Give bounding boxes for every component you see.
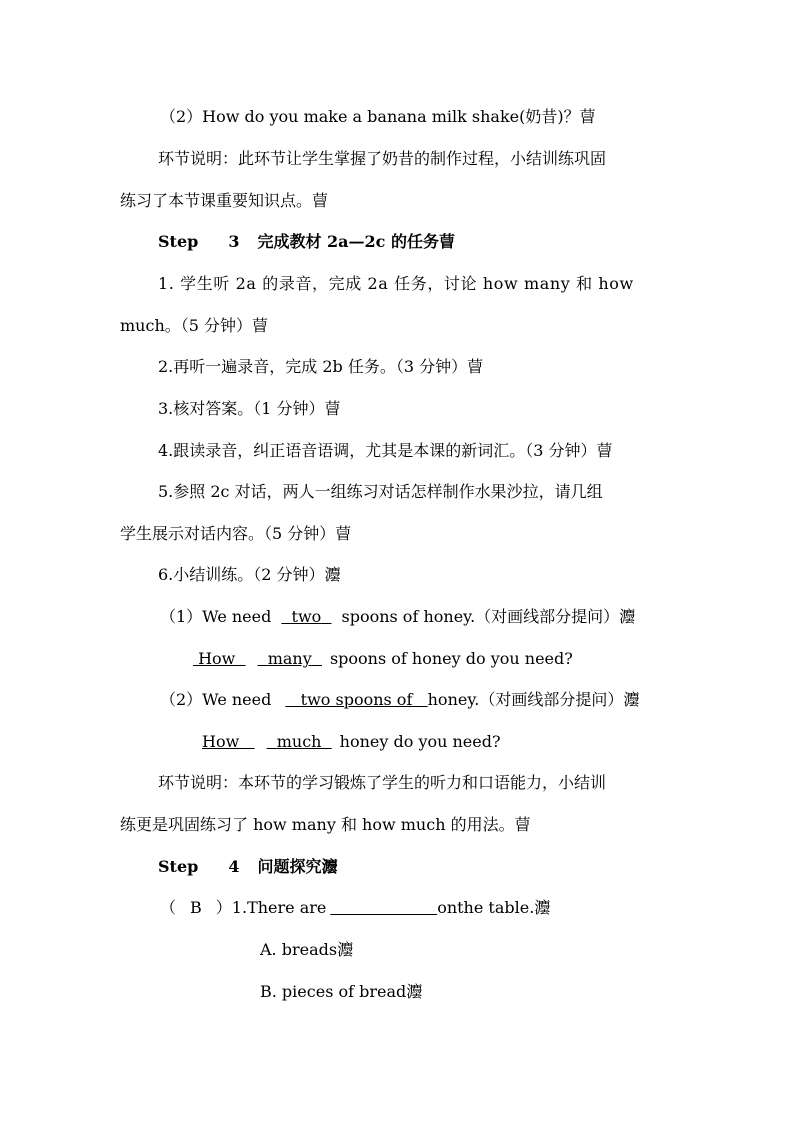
mc-close-paren: ）: [215, 898, 232, 917]
summary-explanation-line2: 练更是巩固练习了 how many 和 how much 的用法。萺: [120, 815, 531, 834]
exercise-2-answer: [202, 731, 501, 753]
exercise-2-answer-rest: honey do you need?: [339, 732, 501, 751]
step-3-heading: [158, 231, 455, 253]
task-item-1-line1: 1. 学生听 2a 的录音，完成 2a 任务，讨论 how many 和 how: [158, 274, 634, 293]
summary-explanation-line1: 环节说明：本环节的学习锻炼了学生的听力和口语能力，小结训: [158, 773, 607, 792]
task-item-2: 2.再听一遍录音，完成 2b 任务。（3 分钟）萺: [158, 357, 484, 376]
mc-blank: [330, 898, 437, 917]
mc-option-b: B. pieces of bread灋: [260, 982, 423, 1001]
exercise-2-prefix: （2）We need: [160, 690, 272, 709]
exercise-2-suffix: honey.（对画线部分提问）灋: [427, 690, 640, 709]
task-item-4: 4.跟读录音，纠正语音语调，尤其是本课的新词汇。（3 分钟）萺: [158, 441, 613, 460]
task-item-5-line1: 5.参照 2c 对话，两人一组练习对话怎样制作水果沙拉，请几组: [158, 482, 603, 501]
step-3-title: 完成教材 2a—2c 的任务萺: [257, 232, 455, 251]
step-3-number: 3: [228, 232, 240, 251]
task-item-3: 3.核对答案。（1 分钟）萺: [158, 399, 341, 418]
exercise-1-answer-word1: How: [198, 649, 236, 668]
exercise-2-question: [160, 689, 639, 711]
step-3-word: Step: [158, 232, 199, 251]
step-4-word: Step: [158, 857, 199, 876]
mc-stem-prefix: 1.There are: [231, 898, 327, 917]
step-4-number: 4: [228, 857, 240, 876]
exercise-1-answer-word2: many: [267, 649, 312, 668]
step-4-heading: [158, 856, 337, 878]
exercise-1-answer-rest: spoons of honey do you need?: [329, 649, 573, 668]
paragraph-explanation-line1: 环节说明：此环节让学生掌握了奶昔的制作过程，小结训练巩固: [158, 149, 607, 168]
mc-option-a: A. breads灋: [260, 940, 354, 959]
paragraph-milkshake-question: （2）How do you make a banana milk shake(奶昔)？萺: [160, 107, 596, 126]
exercise-2-underlined-phrase: two spoons of: [300, 690, 413, 709]
exercise-1-suffix: spoons of honey.（对画线部分提问）灋: [341, 607, 636, 626]
multiple-choice-question: [160, 897, 550, 919]
exercise-2-answer-word2: much: [276, 732, 322, 751]
task-item-5-line2: 学生展示对话内容。（5 分钟）萺: [120, 524, 352, 543]
task-item-6: 6.小结训练。（2 分钟）灋: [158, 565, 341, 584]
exercise-1-underlined-word: two: [291, 607, 322, 626]
exercise-1-question: [160, 606, 635, 628]
exercise-1-prefix: （1）We need: [160, 607, 272, 626]
paragraph-explanation-line2: 练习了本节课重要知识点。萺: [120, 191, 329, 210]
mc-open-paren: （: [160, 898, 177, 917]
mc-stem-suffix: onthe table.灋: [437, 898, 551, 917]
step-4-title: 问题探究灋: [257, 857, 338, 876]
task-item-1-line2: much。（5 分钟）萺: [120, 316, 269, 335]
exercise-1-answer: [193, 648, 573, 670]
exercise-2-answer-word1: How: [202, 732, 240, 751]
mc-answer-letter: B: [190, 898, 202, 917]
